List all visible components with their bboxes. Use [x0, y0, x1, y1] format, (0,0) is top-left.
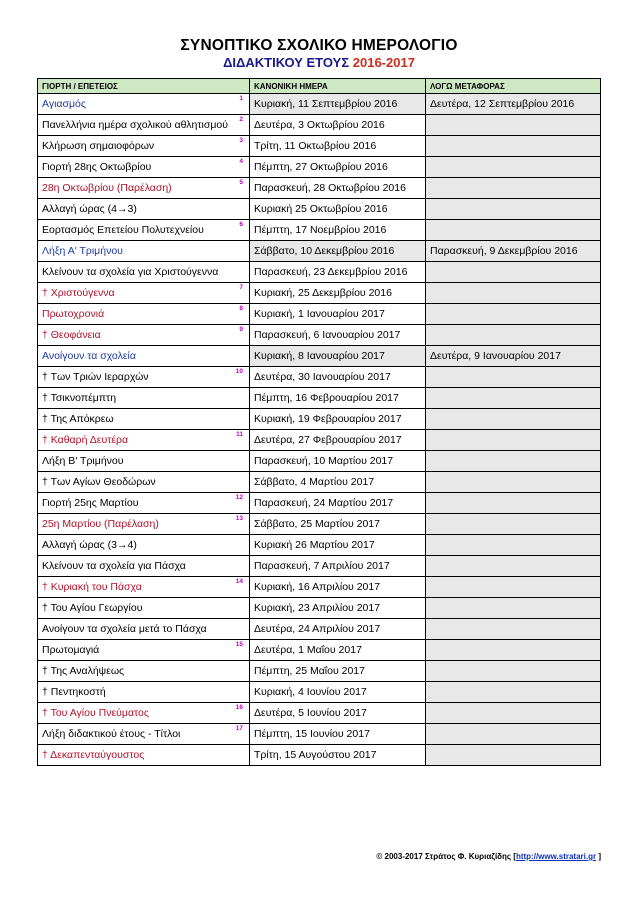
- moved-date-cell: [426, 199, 601, 220]
- date-cell: Παρασκευή, 6 Ιανουαρίου 2017: [250, 325, 426, 346]
- event-name: Πρωτοχρονιά: [42, 308, 105, 320]
- event-cell: [38, 241, 250, 262]
- table-row: [38, 493, 601, 514]
- table-row: [38, 199, 601, 220]
- table-row: [38, 472, 601, 493]
- table-row: [38, 430, 601, 451]
- event-cell: [38, 703, 250, 724]
- footer-end: ]: [596, 852, 601, 861]
- moved-date-cell: [426, 430, 601, 451]
- event-cell: [38, 661, 250, 682]
- date-cell: Πέμπτη, 15 Ιουνίου 2017: [250, 724, 426, 745]
- date-cell: Πέμπτη, 25 Μαΐου 2017: [250, 661, 426, 682]
- moved-date-cell: [426, 724, 601, 745]
- footnote-number: 7: [239, 284, 243, 291]
- date-cell: Δευτέρα, 30 Ιανουαρίου 2017: [250, 367, 426, 388]
- table-row: [38, 262, 601, 283]
- table-row: [38, 577, 601, 598]
- footnote-number: 11: [236, 431, 243, 438]
- event-name: Αλλαγή ώρας (3→4): [42, 539, 137, 551]
- event-name: † Χριστούγεννα: [42, 287, 115, 299]
- event-name: † Του Αγίου Πνεύματος: [42, 707, 149, 719]
- footer-copyright: © 2003-2017 Στράτος Φ. Κυριαζίδης [: [376, 852, 516, 861]
- moved-date-cell: [426, 367, 601, 388]
- table-row: [38, 598, 601, 619]
- footer-credit: [376, 852, 601, 861]
- date-cell: Παρασκευή, 10 Μαρτίου 2017: [250, 451, 426, 472]
- date-cell: Παρασκευή, 24 Μαρτίου 2017: [250, 493, 426, 514]
- event-cell: [38, 283, 250, 304]
- event-cell: [38, 262, 250, 283]
- table-row: [38, 535, 601, 556]
- event-name: † Πεντηκοστή: [42, 686, 106, 698]
- table-row: [38, 325, 601, 346]
- moved-date-cell: [426, 535, 601, 556]
- event-name: Εορτασμός Επετείου Πολυτεχνείου: [42, 224, 204, 236]
- date-cell: Σάββατο, 4 Μαρτίου 2017: [250, 472, 426, 493]
- event-cell: [38, 682, 250, 703]
- moved-date-cell: [426, 682, 601, 703]
- event-name: † Των Τριών Ιεραρχών: [42, 371, 149, 383]
- event-cell: [38, 514, 250, 535]
- event-cell: [38, 94, 250, 115]
- date-cell: Πέμπτη, 17 Νοεμβρίου 2016: [250, 220, 426, 241]
- table-row: [38, 409, 601, 430]
- event-cell: [38, 493, 250, 514]
- date-cell: Πέμπτη, 27 Οκτωβρίου 2016: [250, 157, 426, 178]
- footnote-number: 9: [239, 326, 243, 333]
- event-cell: [38, 115, 250, 136]
- moved-date-cell: [426, 409, 601, 430]
- event-cell: [38, 409, 250, 430]
- event-name: Λήξη διδακτικού έτους - Τίτλοι: [42, 728, 181, 740]
- event-name: † Δεκαπενταύγουστος: [42, 749, 145, 761]
- date-cell: Κυριακή 26 Μαρτίου 2017: [250, 535, 426, 556]
- event-cell: [38, 598, 250, 619]
- date-cell: Κυριακή, 19 Φεβρουαρίου 2017: [250, 409, 426, 430]
- date-cell: Παρασκευή, 28 Οκτωβρίου 2016: [250, 178, 426, 199]
- event-cell: [38, 535, 250, 556]
- moved-date-cell: [426, 745, 601, 766]
- date-cell: Δευτέρα, 1 Μαΐου 2017: [250, 640, 426, 661]
- calendar-table: [37, 78, 601, 766]
- table-row: [38, 514, 601, 535]
- footnote-number: 8: [239, 305, 243, 312]
- table-row: [38, 241, 601, 262]
- event-name: † Καθαρή Δευτέρα: [42, 434, 129, 446]
- event-name: † Του Αγίου Γεωργίου: [42, 602, 143, 614]
- table-header-row: [38, 79, 601, 94]
- event-cell: [38, 640, 250, 661]
- moved-date-cell: [426, 136, 601, 157]
- footnote-number: 13: [235, 515, 243, 522]
- event-cell: [38, 556, 250, 577]
- event-name: Ανοίγουν τα σχολεία: [42, 350, 136, 362]
- page-title: ΣΥΝΟΠΤΙΚΟ ΣΧΟΛΙΚΟ ΗΜΕΡΟΛΟΓΙΟ: [180, 37, 458, 54]
- moved-date-cell: [426, 325, 601, 346]
- moved-date-cell: [426, 556, 601, 577]
- date-cell: Δευτέρα, 27 Φεβρουαρίου 2017: [250, 430, 426, 451]
- footnote-number: 16: [235, 704, 243, 711]
- event-cell: [38, 619, 250, 640]
- table-body: [38, 94, 601, 766]
- event-name: † Θεοφάνεια: [42, 329, 101, 341]
- moved-date-cell: [426, 640, 601, 661]
- footnote-number: 3: [239, 137, 243, 144]
- moved-date-cell: [426, 598, 601, 619]
- event-name: † Κυριακή του Πάσχα: [42, 581, 142, 593]
- moved-date-cell: [426, 178, 601, 199]
- event-name: Πρωτομαγιά: [42, 644, 100, 656]
- date-cell: Τρίτη, 15 Αυγούστου 2017: [250, 745, 426, 766]
- footnote-number: 17: [235, 725, 243, 732]
- date-cell: Κυριακή, 23 Απριλίου 2017: [250, 598, 426, 619]
- event-name: Λήξη Β' Τριμήνου: [42, 455, 124, 467]
- event-name: Πανελλήνια ημέρα σχολικού αθλητισμού: [42, 119, 228, 131]
- event-cell: [38, 388, 250, 409]
- event-name: † Τσικνοπέμπτη: [42, 392, 117, 404]
- event-cell: [38, 178, 250, 199]
- footnote-number: 10: [235, 368, 243, 375]
- event-name: † Των Αγίων Θεοδώρων: [42, 476, 156, 488]
- table-row: [38, 703, 601, 724]
- date-cell: Κυριακή, 4 Ιουνίου 2017: [250, 682, 426, 703]
- moved-date-cell: [426, 220, 601, 241]
- date-cell: Παρασκευή, 7 Απριλίου 2017: [250, 556, 426, 577]
- moved-date-cell: [426, 619, 601, 640]
- moved-date-cell: Παρασκευή, 9 Δεκεμβρίου 2016: [426, 241, 601, 262]
- moved-date-cell: [426, 304, 601, 325]
- column-header-event: ΓΙΟΡΤΗ / ΕΠΕΤΕΙΟΣ: [38, 79, 250, 94]
- footnote-number: 1: [239, 95, 243, 102]
- date-cell: Σάββατο, 25 Μαρτίου 2017: [250, 514, 426, 535]
- moved-date-cell: [426, 703, 601, 724]
- event-cell: [38, 325, 250, 346]
- moved-date-cell: [426, 115, 601, 136]
- date-cell: Δευτέρα, 24 Απριλίου 2017: [250, 619, 426, 640]
- moved-date-cell: [426, 493, 601, 514]
- moved-date-cell: [426, 472, 601, 493]
- event-cell: [38, 577, 250, 598]
- footnote-number: 15: [235, 641, 243, 648]
- event-name: Γιορτή 28ης Οκτωβρίου: [42, 161, 152, 173]
- event-cell: [38, 724, 250, 745]
- table-row: [38, 94, 601, 115]
- date-cell: Κυριακή 25 Οκτωβρίου 2016: [250, 199, 426, 220]
- date-cell: Κυριακή, 25 Δεκεμβρίου 2016: [250, 283, 426, 304]
- moved-date-cell: [426, 661, 601, 682]
- table-row: [38, 367, 601, 388]
- event-name: Ανοίγουν τα σχολεία μετά το Πάσχα: [42, 623, 207, 635]
- moved-date-cell: [426, 388, 601, 409]
- footnote-number: 2: [239, 116, 243, 123]
- event-cell: [38, 367, 250, 388]
- moved-date-cell: [426, 283, 601, 304]
- event-cell: [38, 199, 250, 220]
- event-name: Αγιασμός: [42, 98, 86, 110]
- table-row: [38, 640, 601, 661]
- moved-date-cell: [426, 451, 601, 472]
- table-row: [38, 136, 601, 157]
- table-row: [38, 220, 601, 241]
- table-row: [38, 388, 601, 409]
- moved-date-cell: [426, 577, 601, 598]
- table-row: [38, 178, 601, 199]
- event-name: Γιορτή 25ης Μαρτίου: [42, 497, 139, 509]
- table-row: [38, 661, 601, 682]
- date-cell: Παρασκευή, 23 Δεκεμβρίου 2016: [250, 262, 426, 283]
- moved-date-cell: [426, 262, 601, 283]
- date-cell: Κυριακή, 16 Απριλίου 2017: [250, 577, 426, 598]
- footnote-number: 5: [239, 179, 243, 186]
- event-cell: [38, 304, 250, 325]
- date-cell: Δευτέρα, 5 Ιουνίου 2017: [250, 703, 426, 724]
- event-name: Λήξη Α' Τριμήνου: [42, 245, 123, 257]
- moved-date-cell: [426, 514, 601, 535]
- date-cell: Κυριακή, 1 Ιανουαρίου 2017: [250, 304, 426, 325]
- event-cell: [38, 472, 250, 493]
- table-row: [38, 682, 601, 703]
- date-cell: Κυριακή, 8 Ιανουαρίου 2017: [250, 346, 426, 367]
- event-cell: [38, 157, 250, 178]
- table-row: [38, 115, 601, 136]
- page-subtitle: [0, 55, 638, 70]
- table-row: [38, 745, 601, 766]
- event-name: Κλείνουν τα σχολεία για Χριστούγεννα: [42, 266, 219, 278]
- date-cell: Κυριακή, 11 Σεπτεμβρίου 2016: [250, 94, 426, 115]
- event-name: Κλήρωση σημαιοφόρων: [42, 140, 155, 152]
- table-row: [38, 724, 601, 745]
- event-name: † Της Αναλήψεως: [42, 665, 125, 677]
- footnote-number: 6: [239, 221, 243, 228]
- event-cell: [38, 346, 250, 367]
- date-cell: Πέμπτη, 16 Φεβρουαρίου 2017: [250, 388, 426, 409]
- table-row: [38, 283, 601, 304]
- subtitle-prefix: ΔΙΔΑΚΤΙΚΟΥ ΕΤΟΥΣ: [223, 55, 350, 70]
- event-cell: [38, 451, 250, 472]
- event-name: 28η Οκτωβρίου (Παρέλαση): [42, 182, 172, 194]
- table-row: [38, 556, 601, 577]
- table-row: [38, 451, 601, 472]
- event-name: † Της Απόκρεω: [42, 413, 114, 425]
- event-cell: [38, 745, 250, 766]
- column-header-date: ΚΑΝΟΝΙΚΗ ΗΜΕΡΑ: [250, 79, 426, 94]
- event-name: Αλλαγή ώρας (4→3): [42, 203, 137, 215]
- table-row: [38, 619, 601, 640]
- event-cell: [38, 136, 250, 157]
- footer-link[interactable]: http://www.stratari.gr: [515, 852, 597, 861]
- event-name: 25η Μαρτίου (Παρέλαση): [42, 518, 159, 530]
- footnote-number: 14: [235, 578, 243, 585]
- event-cell: [38, 430, 250, 451]
- event-name: Κλείνουν τα σχολεία για Πάσχα: [42, 560, 186, 572]
- table-row: [38, 304, 601, 325]
- column-header-moved: ΛΟΓΩ ΜΕΤΑΦΟΡΑΣ: [426, 79, 601, 94]
- date-cell: Τρίτη, 11 Οκτωβρίου 2016: [250, 136, 426, 157]
- moved-date-cell: Δευτέρα, 12 Σεπτεμβρίου 2016: [426, 94, 601, 115]
- date-cell: Δευτέρα, 3 Οκτωβρίου 2016: [250, 115, 426, 136]
- moved-date-cell: [426, 157, 601, 178]
- subtitle-year: 2016-2017: [352, 55, 415, 70]
- table-row: [38, 157, 601, 178]
- date-cell: Σάββατο, 10 Δεκεμβρίου 2016: [250, 241, 426, 262]
- event-cell: [38, 220, 250, 241]
- moved-date-cell: Δευτέρα, 9 Ιανουαρίου 2017: [426, 346, 601, 367]
- footnote-number: 12: [235, 494, 243, 501]
- table-row: [38, 346, 601, 367]
- footnote-number: 4: [239, 158, 243, 165]
